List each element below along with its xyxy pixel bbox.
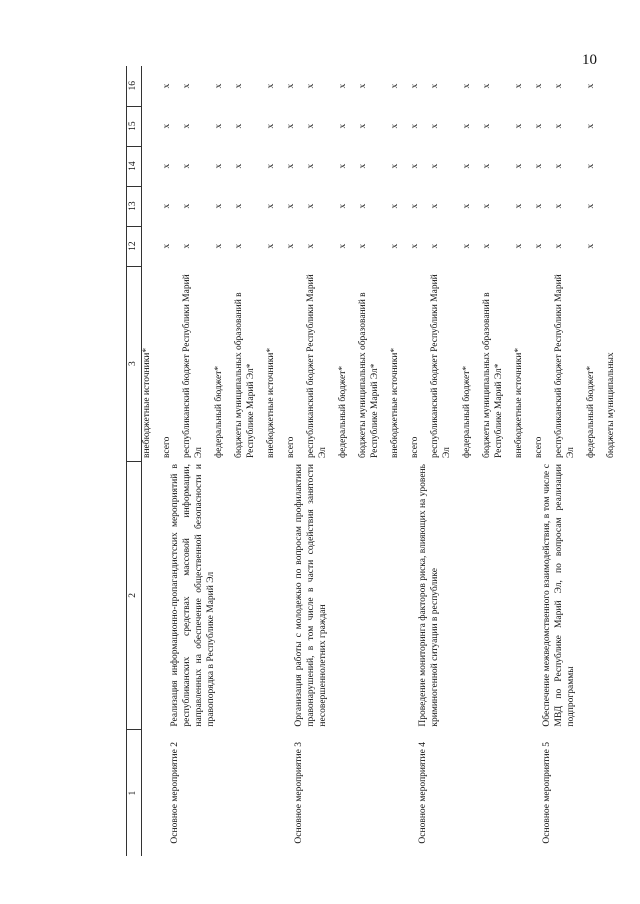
mark: x [533,83,544,89]
source-label: внебюджетные источники* [389,347,400,459]
mark: x [553,243,564,249]
mark: x [429,243,440,249]
mark: x [429,203,440,209]
mark: x [305,163,316,169]
source-label: республиканский бюджет Республики Марий Эл [553,274,576,459]
source-label: федеральный бюджет* [585,365,596,459]
mark: x [265,243,276,249]
value-cell [286,66,410,106]
mark: x [533,123,544,129]
measure-description: Проведение мониторинга факторов риска, влияющих на уровень криминогенной ситуации в республике [417,464,440,727]
mark: x [181,123,192,129]
mark: x [233,123,244,129]
mark: x [481,123,492,129]
mark: x [305,123,316,129]
mark: x [233,243,244,249]
funding-sources [410,266,534,461]
mark: x [461,123,472,129]
col-header: 3 [127,266,142,461]
mark: x [285,203,296,209]
mark: x [513,243,524,249]
mark: x [213,243,224,249]
source-label: республиканский бюджет Республики Марий Эл [305,274,328,459]
mark: x [181,163,192,169]
mark: x [481,243,492,249]
mark: x [337,243,348,249]
mark: x [553,123,564,129]
mark: x [233,203,244,209]
mark: x [337,203,348,209]
value-cell [410,186,534,226]
measure-description: Обеспечение межведомственного взаимодействия, в том числе с МВД по Республике Марий Эл, по вопросам реализации подпрограммы [541,464,576,727]
mark: x [181,83,192,89]
mark: x [585,163,596,169]
mark: x [285,243,296,249]
source-label: внебюджетные источники* [141,347,152,459]
mark: x [409,123,420,129]
mark: x [285,83,296,89]
mark: x [265,163,276,169]
table-row [162,66,286,856]
mark: x [265,83,276,89]
mark [606,149,626,183]
mark: x [337,83,348,89]
source-label: бюджеты муниципальных образований в Республике Марий Эл* [481,292,504,459]
value-cell [410,226,534,266]
mark: x [409,243,420,249]
mark: x [213,203,224,209]
mark: x [409,203,420,209]
measure-description: Организация работы с молодежью по вопросам профилактики правонарушений, в том числе в части содействия занятости несовершеннолетних граждан [293,464,328,727]
mark: x [553,203,564,209]
funding-sources [534,266,626,461]
source-label: всего [285,436,296,459]
value-cell [534,146,626,186]
mark: x [513,203,524,209]
mark: x [429,83,440,89]
table-row [410,66,534,856]
mark: x [533,243,544,249]
mark: x [513,123,524,129]
lead-row [141,66,162,856]
source-label: федеральный бюджет* [213,365,224,459]
measure-name: Основное мероприятие 3 [293,742,304,844]
mark: x [357,123,368,129]
mark: x [533,203,544,209]
col-header: 13 [127,186,142,226]
mark: x [533,163,544,169]
mark: x [161,123,172,129]
mark: x [389,203,400,209]
mark: x [389,163,400,169]
mark: x [553,163,564,169]
value-cell [162,146,286,186]
value-cell [162,106,286,146]
mark: x [357,243,368,249]
source-label: всего [161,436,172,459]
page-number: 10 [582,52,597,68]
value-cell [162,226,286,266]
mark: x [409,83,420,89]
value-cell [286,226,410,266]
mark: x [265,123,276,129]
mark: x [481,203,492,209]
value-cell [286,146,410,186]
mark: x [481,83,492,89]
value-cell [286,106,410,146]
mark: x [429,123,440,129]
mark: x [337,163,348,169]
mark: x [213,163,224,169]
mark: x [409,163,420,169]
mark: x [481,163,492,169]
source-label: бюджеты муниципальных образований в Республике Марий Эл* [357,292,380,459]
measure-name: Основное мероприятие 5 [541,742,552,844]
source-label: бюджеты муниципальных [605,352,616,459]
col-header: 14 [127,146,142,186]
mark: x [181,243,192,249]
mark: x [161,203,172,209]
measure-description: Реализация информационно-пропагандистских мероприятий в республиканских средствах массовой информации, направленных на обеспечение общественной безопасности и правопорядка в Республике Марий Эл [169,464,216,727]
mark: x [305,83,316,89]
value-cell [410,66,534,106]
mark: x [181,203,192,209]
mark: x [585,123,596,129]
mark: x [389,123,400,129]
mark: x [233,83,244,89]
source-label: республиканский бюджет Республики Марий Эл [181,274,204,459]
mark: x [585,203,596,209]
value-cell [534,186,626,226]
source-label: внебюджетные источники* [265,347,276,459]
funding-sources [286,266,410,461]
value-cell [410,106,534,146]
mark: x [357,203,368,209]
col-header: 1 [127,730,142,856]
mark: x [305,203,316,209]
source-label: всего [409,436,420,459]
source-label: внебюджетные источники* [513,347,524,459]
mark: x [513,83,524,89]
header-row [127,66,142,856]
program-table [126,66,626,856]
value-cell [162,66,286,106]
mark: x [161,83,172,89]
mark [606,189,626,223]
mark: x [429,163,440,169]
mark: x [585,243,596,249]
col-header: 16 [127,66,142,106]
mark: x [213,83,224,89]
mark: x [357,163,368,169]
value-cell [534,106,626,146]
rotated-table-sheet [126,66,616,856]
mark: x [389,243,400,249]
mark: x [357,83,368,89]
mark: x [461,203,472,209]
mark: x [161,243,172,249]
mark: x [337,123,348,129]
value-cell [534,66,626,106]
mark: x [461,83,472,89]
col-header: 15 [127,106,142,146]
value-cell [162,186,286,226]
col-header: 12 [127,226,142,266]
mark [606,69,626,103]
mark: x [285,123,296,129]
mark: x [213,123,224,129]
col-header: 2 [127,461,142,730]
source-label: федеральный бюджет* [337,365,348,459]
mark: x [461,243,472,249]
measure-name: Основное мероприятие 2 [169,742,180,844]
source-label: федеральный бюджет* [461,365,472,459]
measure-name: Основное мероприятие 4 [417,742,428,844]
source-label: всего [533,436,544,459]
source-label: республиканский бюджет Республики Марий Эл [429,274,452,459]
funding-sources [162,266,286,461]
mark: x [285,163,296,169]
mark [606,229,626,263]
mark: x [585,83,596,89]
mark: x [513,163,524,169]
mark: x [389,83,400,89]
value-cell [410,146,534,186]
table-row [534,66,626,856]
mark: x [233,163,244,169]
source-label: бюджеты муниципальных образований в Республике Марий Эл* [233,292,256,459]
mark: x [461,163,472,169]
mark: x [305,243,316,249]
mark: x [553,83,564,89]
mark [606,109,626,143]
mark: x [265,203,276,209]
value-cell [534,226,626,266]
table-row [286,66,410,856]
value-cell [286,186,410,226]
mark: x [161,163,172,169]
